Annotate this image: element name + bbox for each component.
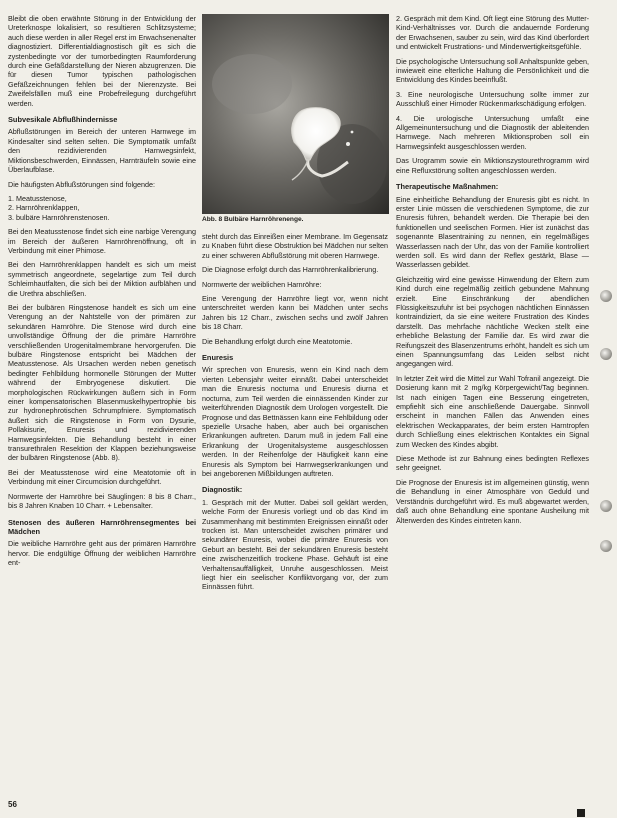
numbered-list (8, 194, 196, 222)
binder-hole (600, 348, 612, 360)
column-3 (396, 14, 589, 530)
paragraph: 2. Gespräch mit dem Kind. Oft liegt eine Störung des Mutter-Kind-Verhältnisses vor. Durch die andauernde Forderung der Erwachsenen, sauber zu sein, wird das Kind überfordert und entwickelt Frustrations- und Minderwertigkeitsgefühle. (396, 14, 589, 52)
paragraph: 3. Eine neurologische Untersuchung sollte immer zur Ausschluß einer Hirnoder Rückenmarkschädigung erfolgen. (396, 89, 589, 109)
figure-caption: Abb. 8 Bulbäre Harnröhrenenge. (202, 216, 304, 223)
paragraph: Normwerte der weiblichen Harnröhre: (202, 279, 322, 289)
paragraph: Die häufigsten Abflußstörungen sind folgende: (8, 179, 156, 189)
binder-hole (600, 500, 612, 512)
paragraph: Bei den Meatusstenose findet sich eine narbige Verengung im Bereich der äußeren Harnröhrenöffnung, oft in Verbindung mit einer Phimose. (8, 227, 196, 255)
paragraph: Bleibt die oben erwähnte Störung in der Entwicklung der Ureterknospe lokalisiert, so resultieren Schlitzsysteme; auch diese werden in aller Regel erst im Erwachsenenalter diagnostiziert. Differentialdiagnostisch gilt es sich die zystenbedingte vor der tumorbedingten Raumforderung durch eine Gefäßdarstellung der Nieren abzugrenzen. Die für diesen Tumor typischen pathologischen Gefäßzeichnungen fehlen bei der Nierenzyste. Bei Zweifelsfällen muß eine Probefreilegung durchgeführt werden. (8, 14, 196, 108)
binder-hole (600, 540, 612, 552)
paragraph: Das Urogramm sowie ein Miktionszystourethrogramm wird eine Refluxstörung sollten angeschlossen werden. (396, 156, 589, 175)
paragraph: Wir sprechen von Enuresis, wenn ein Kind nach dem vierten Lebensjahr weiter einnäßt. Dabei unterscheidet man die Enuresis nocturna und Enuresis diurna et nocturna, zum Teil werden die einnässenden Kinder zur weiterführenden Diagnostik dem Urologen vorgestellt. Die Prognose und das Bettnässen kann eine Fehlbildung oder spezielle Ursache haben, aber auch bei organischen Erkrankungen auftreten. Darum muß in jedem Fall eine Erkrankung der Urogenitalsysteme ausgeschlossen werden. In der Reihenfolge der Häufigkeit kann eine Enuresis als Symptom bei Harnwegserkrankungen und bei angeborenen Mißbildungen auftreten. (202, 365, 388, 478)
paragraph: 4. Die urologische Untersuchung umfaßt eine Allgemeinuntersuchung und die Diagnostik der ableitenden Harnwege. Nach mehreren Miktionsproben soll ein Harnwegsinfekt ausgeschlossen werden. (396, 113, 589, 151)
paragraph: Eine einheitliche Behandlung der Enuresis gibt es nicht. In erster Linie müssen die verschiedenen Symptome, die zur Enuresis führen, behandelt werden. Die Therapie bei den funktionellen und seelischen Formen. Hier ist zunächst das sogenannte Blasentraining zu nennen, ein regelmäßiges Wasserlassen nach der Uhr, das von der Familie kontrolliert werden soll. Es wird dann der Reflex gestärkt, Blase — Wasserlassen gebildet. (396, 194, 589, 270)
paragraph: Gleichzeitig wird eine gewisse Hinwendung der Eltern zum Kind durch eine regelmäßig zeitlich gebundene Mahnung erzielt. Eine Einschränkung der abendlichen Flüssigkeitszufuhr ist bei psychogen nächtlichen Einnässen kontraindiziert, da sie eine weitere Frustration des Kindes darstellt. Das mehrfache nächtliche Wecken stellt eine erhebliche Belastung der Familie dar. Es wird zwar die Reifungszeit des Blasenzentrums erhöht, handelt es sich um einen Spannungsumfang das Leiden selbst nicht angegangen wird. (396, 274, 589, 369)
end-of-article-mark (577, 809, 585, 817)
section-heading: Therapeutische Maßnahmen: (396, 182, 499, 192)
binder-hole (600, 290, 612, 302)
list-item: 2. Harnröhrenklappen, (8, 203, 80, 213)
paragraph: Bei der bulbären Ringstenose handelt es sich um eine Verengung an der Nahtstelle von der primären zur sekundären Harnröhre. Die Stenose wird durch eine unvollständige Öffnung der die primäre Harnröhre verschließenden Urogenitalmembrane hervorgerufen. Die bulbäre Ringstenose entspricht bei Mädchen der Meatusstenose. Als Ursachen werden neben genetisch bedingter Fehlbildung hormonelle Störungen der Mutter während der Embryogenese diskutiert. Die morphologischen Rückwirkungen äußern sich in Form einer kompensatorischen Blasenmuskelhypertrophie bis zur hydronephrotischen Schrumpfniere. Symptomatisch äußert sich die Ringstenose in Form von Dysurie, Pollakisurie, Enuresis und rezidivierenden Harnwegsinfekten. Die Behandlung besteht in einer transurethralen Resektion der Klappen beziehungsweise der bulbären Ringstenose (Abb. 8). (8, 302, 196, 463)
paragraph: Bei der Meatusstenose wird eine Meatotomie oft in Verbindung mit einer Circumcision durchgeführt. (8, 467, 196, 487)
xray-figure (202, 14, 389, 214)
column-1 (8, 14, 196, 573)
section-heading: Stenosen des äußeren Harnröhrensegmentes bei Mädchen (8, 517, 196, 536)
paragraph: 1. Gespräch mit der Mutter. Dabei soll geklärt werden, welche Form der Enuresis vorliegt und ob das Kind im Zusammenhang mit bestimmten Ereignissen einnäßt oder trocken ist. Man unterscheidet zwischen primärer und sekundärer Enuresis, wobei die primäre Enuresis von Geburt an besteht. Bei der sekundären Enuresis besteht eine zwischenzeitlich trockene Phase. Gehäuft ist eine Verhaltensauffälligkeit, Unruhe ausgeschlossen. Meist liegt hier ein seelischer Konfliktvorgang vor, der zum Einnässen führt. (202, 497, 388, 592)
xray-image (202, 14, 389, 214)
section-heading: Subvesikale Abflußhindernisse (8, 115, 118, 125)
paragraph: Die Diagnose erfolgt durch das Harnröhrenkalibrierung. (202, 265, 379, 275)
paragraph: Die psychologische Untersuchung soll Anhaltspunkte geben, inwieweit eine elterliche Haltung die Persönlichkeit und die Entwicklung des Kindes beeinflußt. (396, 56, 589, 85)
paragraph: Die Prognose der Enuresis ist im allgemeinen günstig, wenn die Behandlung in einer Atmosphäre von Geduld und Verständnis durchgeführt wird. Es muß abgewartet werden, daß auch ohne Behandlung eine spontane Ausheilung mit Älterwerden des Kindes eintreten kann. (396, 477, 589, 525)
paragraph: steht durch das Einreißen einer Membrane. Im Gegensatz zu Knaben führt diese Obstruktion bei Mädchen nur selten zu einer schweren Abflußstörung mit oberen Harnwege. (202, 232, 388, 260)
paragraph: Die weibliche Harnröhre geht aus der primären Harnröhre hervor. Die endgültige Öffnung der weiblichen Harnröhre ent- (8, 539, 196, 568)
paragraph: In letzter Zeit wird die Mittel zur Wahl Tofranil angezeigt. Die Dosierung kann mit 2 mg/kg Körpergewicht/Tag beginnen. Ist nach einigen Tagen eine Besserung eingetreten, empfiehlt sich eine anschließende Dauergabe. Sinnvoll erscheint in manchen Fällen das Anwenden eines elektrischen Weckapparates, der beim ersten Harntropfen durch Schließung eines elektrischen Kontaktes ein Signal zum Wecken des Kindes abgibt. (396, 373, 589, 449)
paragraph: Die Behandlung erfolgt durch eine Meatotomie. (202, 336, 353, 346)
page-number: 56 (8, 800, 17, 809)
paragraph: Eine Verengung der Harnröhre liegt vor, wenn nicht unterschreitet werden kann bei Mädchen unter sechs Jahren bis 12 Charr., zwischen sechs und zwölf Jahren bis 18 Charr. (202, 294, 388, 332)
column-2 (202, 232, 388, 597)
section-heading: Enuresis (202, 353, 234, 363)
paragraph: Bei den Harnröhrenklappen handelt es sich um meist symmetrisch angeordnete, segelartige zum Teil durch Schleimhautfalten, die sich bei der Miktion aufblähen und die Urethra abschließen. (8, 260, 196, 298)
paragraph: Diese Methode ist zur Bahnung eines bedingten Reflexes sehr geeignet. (396, 454, 589, 473)
paragraph: Abflußstörungen im Bereich der unteren Harnwege im Kindesalter sind selten selten. Die Symptomatik umfaßt den rezidivierenden Harnwegsinfekt, Miktionsbeschwerden, Einnässen, Harnträufeln sowie eine Überlaufblase. (8, 127, 196, 175)
list-item: 3. bulbäre Harnröhrenstenosen. (8, 212, 110, 222)
list-item: 1. Meatusstenose, (8, 193, 67, 203)
paragraph: Normwerte der Harnröhre bei Säuglingen: 8 bis 8 Charr., bis 8 Jahren Knaben 10 Charr. + Lebensalter. (8, 491, 196, 511)
section-heading: Diagnostik: (202, 485, 243, 495)
